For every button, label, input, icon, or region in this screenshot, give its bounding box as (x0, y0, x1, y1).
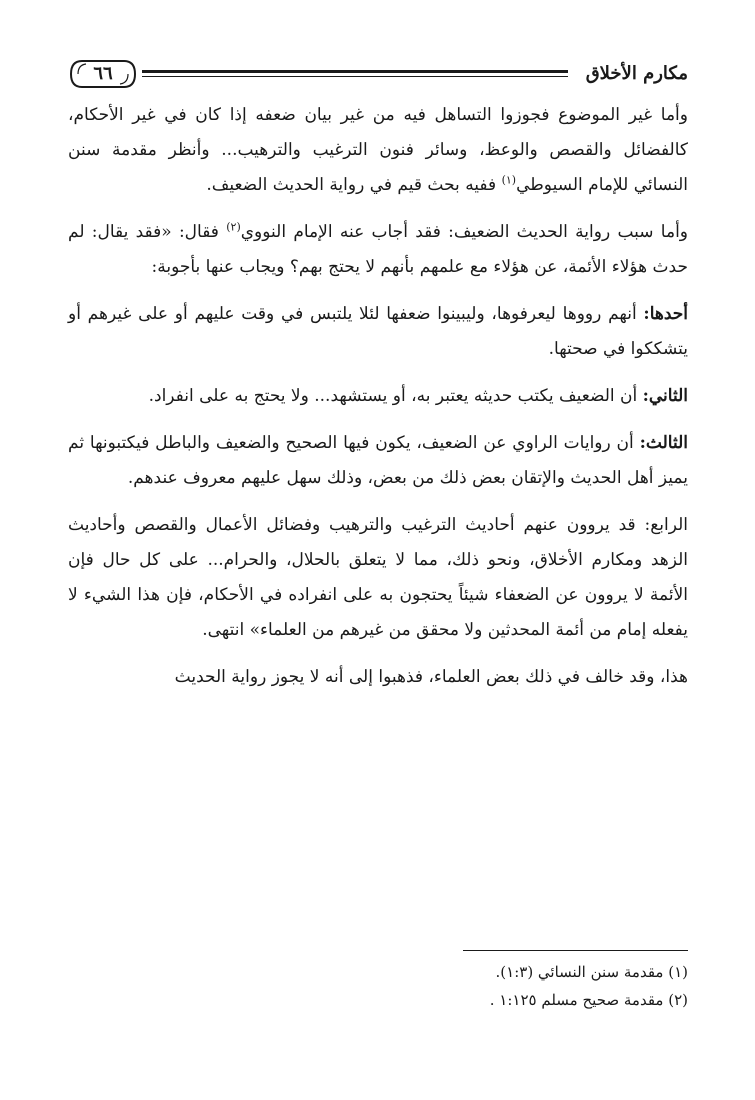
answer-2 (68, 379, 688, 414)
footnote-ref-1[interactable]: (١) (501, 173, 517, 187)
answer-3 (68, 426, 688, 496)
answer-1-lead: أحدها: (643, 304, 688, 324)
answer-3-text: أن روايات الراوي عن الضعيف، يكون فيها الصحيح والضعيف والباطل فيكتبونها ثم يميز أهل الحديث والإتقان بعض ذلك من بعض، وذلك سهل عليهم معروف عندهم. (68, 433, 688, 488)
paragraph-1-text: وأما غير الموضوع فجوزوا التساهل فيه من غير بيان ضعفه إذا كان في غير الأحكام، كالفضائل والقصص والوعظ، وسائر فنون الترغيب والترهيب... وأنظر مقدمة سنن النسائي للإمام السيوطي (68, 105, 688, 195)
header-rule-thick (142, 70, 568, 73)
book-page (68, 58, 688, 1058)
page-number-badge (68, 58, 138, 90)
answer-2-lead: الثاني: (642, 386, 688, 406)
answer-4-text: قد يروون عنهم أحاديث الترغيب والترهيب وفضائل الأعمال والقصص وأحاديث الزهد ومكارم الأخلاق، ونحو ذلك، مما لا يتعلق بالحلال، والحرام... على كل حال فإن الأئمة لا يروون عن الضعفاء شيئاً يحتجون به على انفراده في الأحكام، فإن هذا الشيء لا يفعله إمام من أئمة المحدثين ولا محقق من غيرهم من العلماء» انتهى. (68, 515, 688, 640)
paragraph-2 (68, 215, 688, 285)
answer-4 (68, 508, 688, 648)
paragraph-1-tail: ففيه بحث قيم في رواية الحديث الضعيف. (206, 175, 502, 195)
page-number: ٦٦ (93, 63, 113, 84)
footnote-1: (١) مقدمة سنن النسائي (١:٣). (495, 963, 688, 981)
paragraph-2-text: وأما سبب رواية الحديث الضعيف: فقد أجاب عنه الإمام النووي (240, 222, 689, 242)
answer-2-text: أن الضعيف يكتب حديثه يعتبر به، أو يستشهد... ولا يحتج به على انفراد. (148, 386, 643, 406)
answer-1-text: أنهم رووها ليعرفوها، وليبينوا ضعفها لئلا يلتبس في وقت عليهم أو على غيرهم أو يتشككوا في صحتها. (68, 304, 688, 359)
footnotes (68, 958, 688, 1014)
footnote-2: (٢) مقدمة صحيح مسلم ١:١٢٥ . (489, 991, 688, 1009)
header-rule-thin (142, 76, 568, 77)
running-header-title: مكارم الأخلاق (585, 63, 688, 84)
paragraph-last: هذا، وقد خالف في ذلك بعض العلماء، فذهبوا إلى أنه لا يجوز رواية الحديث (174, 667, 688, 687)
running-header (68, 58, 688, 96)
paragraph-1 (68, 98, 688, 203)
footnote-ref-2[interactable]: (٢) (226, 220, 241, 234)
answer-4-lead: الرابع: (644, 515, 688, 535)
answer-1 (68, 297, 688, 367)
paragraph-2-tail: فقال: «فقد يقال: لم حدث هؤلاء الأئمة، عن هؤلاء مع علمهم بأنهم لا يحتج بهم؟ ويجاب عنها بأجوبة: (68, 222, 688, 277)
header-double-rule (142, 70, 568, 80)
body-text (68, 98, 688, 695)
footnote-separator (463, 950, 688, 951)
answer-3-lead: الثالث: (639, 433, 688, 453)
